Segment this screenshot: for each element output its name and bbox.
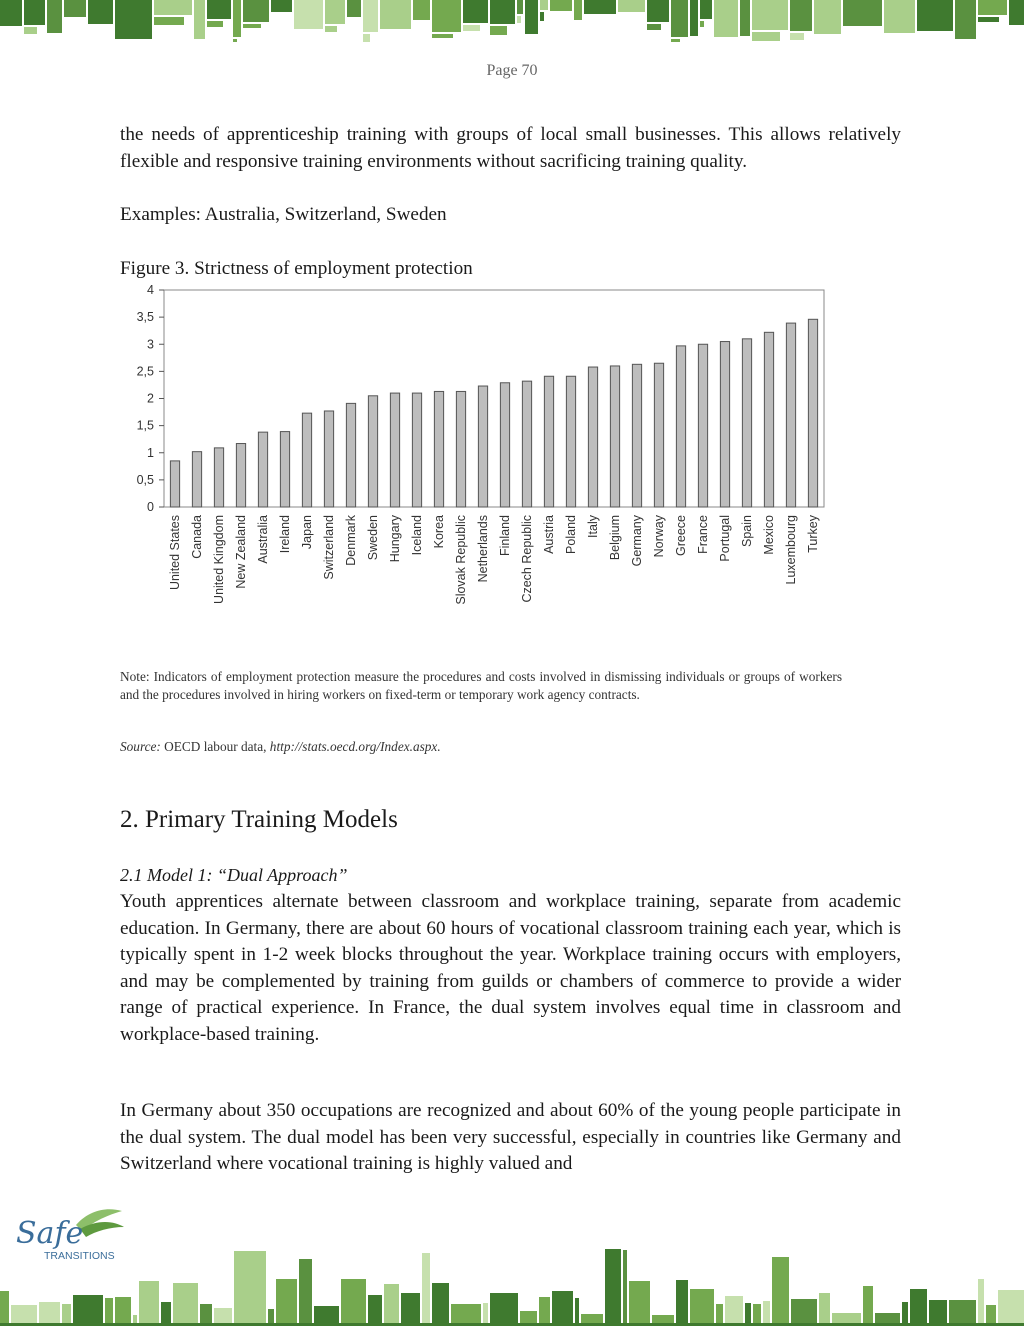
y-tick-label: 3: [147, 337, 154, 352]
figure-note: Note: Indicators of employment protection measure the procedures and costs involved in dismissing individuals or groups of workers and the procedures involved in hiring workers on fixed-term or temporary work agency contracts.: [120, 669, 842, 702]
band-block: [243, 24, 261, 28]
source-url: http://stats.oecd.org/Index.aspx.: [269, 739, 441, 754]
band-block: [432, 1283, 449, 1323]
page-number: Page 70: [486, 62, 538, 79]
band-block: [690, 1289, 714, 1323]
bar: [808, 319, 817, 507]
band-block: [483, 1303, 488, 1323]
paragraph-dual-approach: Youth apprentices alternate between classroom and workplace training, separate from academic education. In Germany, there are about 60 hours of vocational classroom training each year, which is typically spent in 1-2 week blocks throughout the year. Workplace training occurs with employers, and may be complemented by training from guilds or chambers of commerce to provide a wider range of practical experience. In France, the dual system involves equal time in classroom and workplace-based training.: [120, 891, 901, 1045]
band-block: [752, 32, 780, 41]
band-block: [552, 1291, 573, 1323]
x-tick-label: United States: [168, 515, 182, 591]
band-block: [716, 1304, 723, 1323]
band-block: [647, 24, 661, 30]
bar: [324, 411, 333, 507]
band-block: [917, 0, 953, 31]
bar: [346, 403, 355, 507]
band-block: [902, 1302, 908, 1323]
y-tick-label: 0,5: [136, 472, 154, 487]
band-block: [214, 1308, 232, 1323]
band-block: [618, 0, 645, 12]
bar: [302, 413, 311, 507]
bar: [676, 346, 685, 507]
band-block: [243, 0, 269, 22]
band-block: [725, 1296, 743, 1323]
band-block: [299, 1259, 312, 1323]
band-block: [463, 25, 480, 31]
bar: [214, 448, 223, 507]
band-block: [325, 26, 337, 32]
band-block: [47, 0, 62, 33]
bar: [478, 386, 487, 507]
band-block: [884, 0, 915, 33]
source-text: OECD labour data,: [160, 739, 270, 754]
band-block: [88, 0, 113, 24]
x-tick-label: Switzerland: [322, 515, 336, 580]
y-tick-label: 4: [147, 283, 154, 297]
band-block: [432, 0, 461, 32]
band-block: [740, 0, 750, 36]
band-block: [73, 1295, 103, 1323]
x-tick-label: Poland: [564, 515, 578, 554]
x-tick-label: Germany: [630, 515, 644, 567]
band-block: [550, 0, 572, 11]
examples-line: Examples: Australia, Switzerland, Sweden: [120, 204, 447, 225]
top-decorative-band: [0, 0, 1024, 42]
band-block: [772, 1257, 789, 1323]
band-block: [1009, 0, 1024, 25]
logo-text-sub: TRANSITIONS: [44, 1250, 115, 1262]
bar: [500, 383, 509, 507]
x-tick-label: Sweden: [366, 515, 380, 561]
band-block: [955, 0, 976, 39]
band-block: [271, 0, 292, 12]
y-tick-label: 0: [147, 500, 154, 514]
x-tick-label: Finland: [498, 515, 512, 556]
band-block: [629, 1281, 650, 1323]
x-tick-label: Ireland: [278, 515, 292, 554]
bar: [544, 376, 553, 507]
band-block: [978, 0, 1007, 15]
band-block: [671, 39, 680, 42]
x-tick-label: Portugal: [718, 515, 732, 562]
bar: [258, 432, 267, 507]
band-block: [64, 0, 86, 17]
band-block: [24, 0, 45, 25]
band-block: [575, 1298, 579, 1323]
band-block: [676, 1280, 688, 1323]
x-tick-label: Austria: [542, 515, 556, 554]
band-block: [384, 1284, 399, 1323]
band-block: [62, 1304, 71, 1323]
band-block: [647, 0, 669, 22]
x-tick-label: Hungary: [388, 515, 402, 563]
x-tick-label: Norway: [652, 515, 666, 558]
band-block: [978, 1279, 984, 1323]
band-block: [380, 0, 411, 29]
band-block: [490, 0, 515, 24]
bar: [390, 393, 399, 507]
band-block: [814, 0, 841, 34]
band-block: [325, 0, 345, 24]
band-block: [540, 0, 548, 10]
band-block: [24, 27, 37, 34]
band-block: [910, 1289, 927, 1323]
band-block: [752, 0, 788, 30]
figure-source: [120, 738, 842, 755]
band-block: [207, 21, 223, 27]
source-label: Source:: [120, 739, 161, 754]
band-block: [341, 1279, 366, 1323]
band-block: [998, 1290, 1024, 1323]
band-block: [268, 1309, 274, 1323]
band-block: [105, 1298, 113, 1323]
band-block: [0, 0, 22, 26]
band-block: [154, 17, 184, 25]
bar: [434, 391, 443, 507]
bar: [588, 367, 597, 507]
bar: [632, 364, 641, 507]
section-title: 2. Primary Training Models: [120, 806, 398, 833]
band-block: [791, 1299, 817, 1323]
x-tick-label: Spain: [740, 515, 754, 547]
band-block: [39, 1302, 60, 1323]
logo-text-main: Safe: [16, 1216, 84, 1251]
x-tick-label: Iceland: [410, 515, 424, 556]
band-block: [790, 0, 812, 31]
band-block: [133, 1315, 137, 1323]
band-block: [986, 1305, 996, 1323]
bar: [456, 391, 465, 507]
band-block: [517, 0, 523, 14]
x-tick-label: Japan: [300, 515, 314, 550]
band-block: [790, 33, 804, 40]
bar: [522, 381, 531, 507]
band-block: [200, 1304, 212, 1323]
x-tick-label: Netherlands: [476, 515, 490, 583]
bar: [610, 366, 619, 507]
bar: [742, 339, 751, 507]
bar: [280, 432, 289, 507]
bar: [698, 344, 707, 507]
y-tick-label: 3,5: [136, 310, 154, 325]
y-tick-label: 2: [147, 391, 154, 406]
band-block: [763, 1301, 770, 1323]
x-tick-label: Greece: [674, 515, 688, 556]
x-tick-label: Slovak Republic: [454, 515, 468, 605]
band-block: [700, 0, 712, 19]
y-tick-label: 2,5: [136, 364, 154, 379]
bar: [720, 342, 729, 507]
band-block: [207, 0, 231, 19]
band-block: [294, 0, 323, 29]
band-block: [233, 39, 237, 42]
x-tick-label: Belgium: [608, 515, 622, 561]
bar: [412, 393, 421, 507]
band-block: [363, 0, 378, 32]
x-tick-label: Korea: [432, 515, 446, 549]
band-block: [540, 12, 544, 21]
band-block: [234, 1251, 266, 1323]
band-block: [605, 1249, 621, 1323]
bar: [654, 363, 663, 507]
band-block: [490, 26, 507, 35]
band-block: [574, 0, 582, 20]
band-block: [194, 0, 205, 39]
band-block: [401, 1293, 420, 1323]
bottom-decorative-band: [0, 1240, 1024, 1326]
band-block: [490, 1293, 518, 1323]
band-block: [832, 1313, 861, 1323]
y-tick-label: 1: [147, 445, 154, 460]
band-block: [652, 1315, 674, 1323]
band-block: [0, 1291, 9, 1323]
band-block: [875, 1313, 900, 1323]
band-block: [671, 0, 688, 37]
figure-caption: Figure 3. Strictness of employment protection: [120, 258, 473, 279]
band-block: [745, 1303, 751, 1323]
bar: [566, 376, 575, 507]
band-block: [525, 0, 538, 34]
band-block: [432, 34, 453, 38]
bar: [764, 332, 773, 507]
employment-protection-bar-chart: [118, 282, 848, 627]
paragraph-apprenticeship-groups: the needs of apprenticeship training with groups of local small businesses. This allows relatively flexible and responsive training environments without sacrificing training quality.: [120, 124, 901, 172]
x-tick-label: Luxembourg: [784, 515, 798, 585]
band-block: [276, 1279, 297, 1323]
subsection-title: 2.1 Model 1: “Dual Approach”: [120, 865, 348, 885]
band-block: [463, 0, 488, 23]
x-tick-label: Denmark: [344, 515, 358, 566]
bar: [368, 396, 377, 507]
x-tick-label: Czech Republic: [520, 515, 534, 603]
band-block: [863, 1286, 873, 1323]
band-block: [368, 1295, 382, 1323]
band-block: [929, 1300, 947, 1323]
band-block: [363, 34, 370, 42]
band-block: [314, 1306, 339, 1323]
band-block: [233, 0, 241, 37]
band-block: [413, 0, 430, 20]
band-block: [520, 1311, 537, 1323]
bar: [786, 323, 795, 507]
band-block: [11, 1305, 37, 1323]
band-block: [978, 17, 999, 22]
band-block: [173, 1283, 198, 1323]
x-tick-label: Turkey: [806, 515, 820, 553]
band-block: [819, 1293, 830, 1323]
paragraph-germany-occupations: In Germany about 350 occupations are recognized and about 60% of the young people participate in the dual system. The dual model has been very successful, especially in countries like Germany and Switzerland where vocational training is highly valued and: [120, 1100, 901, 1174]
band-block: [115, 1297, 131, 1323]
y-tick-label: 1,5: [136, 418, 154, 433]
bar: [192, 452, 201, 507]
band-block: [753, 1304, 761, 1323]
x-tick-label: Italy: [586, 515, 600, 538]
bar: [170, 461, 179, 507]
band-block: [161, 1302, 171, 1323]
band-block: [690, 0, 698, 36]
chart-canvas: [118, 282, 848, 627]
band-block: [139, 1281, 159, 1323]
x-tick-label: United Kingdom: [212, 515, 226, 604]
band-block: [949, 1300, 976, 1323]
x-tick-label: Mexico: [762, 515, 776, 555]
band-block: [347, 0, 361, 17]
band-block: [422, 1253, 430, 1323]
band-block: [700, 21, 704, 27]
band-block: [584, 0, 616, 14]
bar: [236, 444, 245, 507]
band-block: [714, 0, 738, 37]
band-block: [451, 1304, 481, 1323]
band-block: [623, 1250, 627, 1323]
x-tick-label: Canada: [190, 515, 204, 559]
band-block: [581, 1314, 603, 1323]
x-tick-label: France: [696, 515, 710, 554]
x-tick-label: New Zealand: [234, 515, 248, 589]
band-block: [843, 0, 882, 26]
band-block: [115, 0, 152, 39]
x-tick-label: Australia: [256, 515, 270, 564]
band-block: [154, 0, 192, 15]
band-block: [517, 16, 521, 23]
band-block: [539, 1297, 550, 1323]
